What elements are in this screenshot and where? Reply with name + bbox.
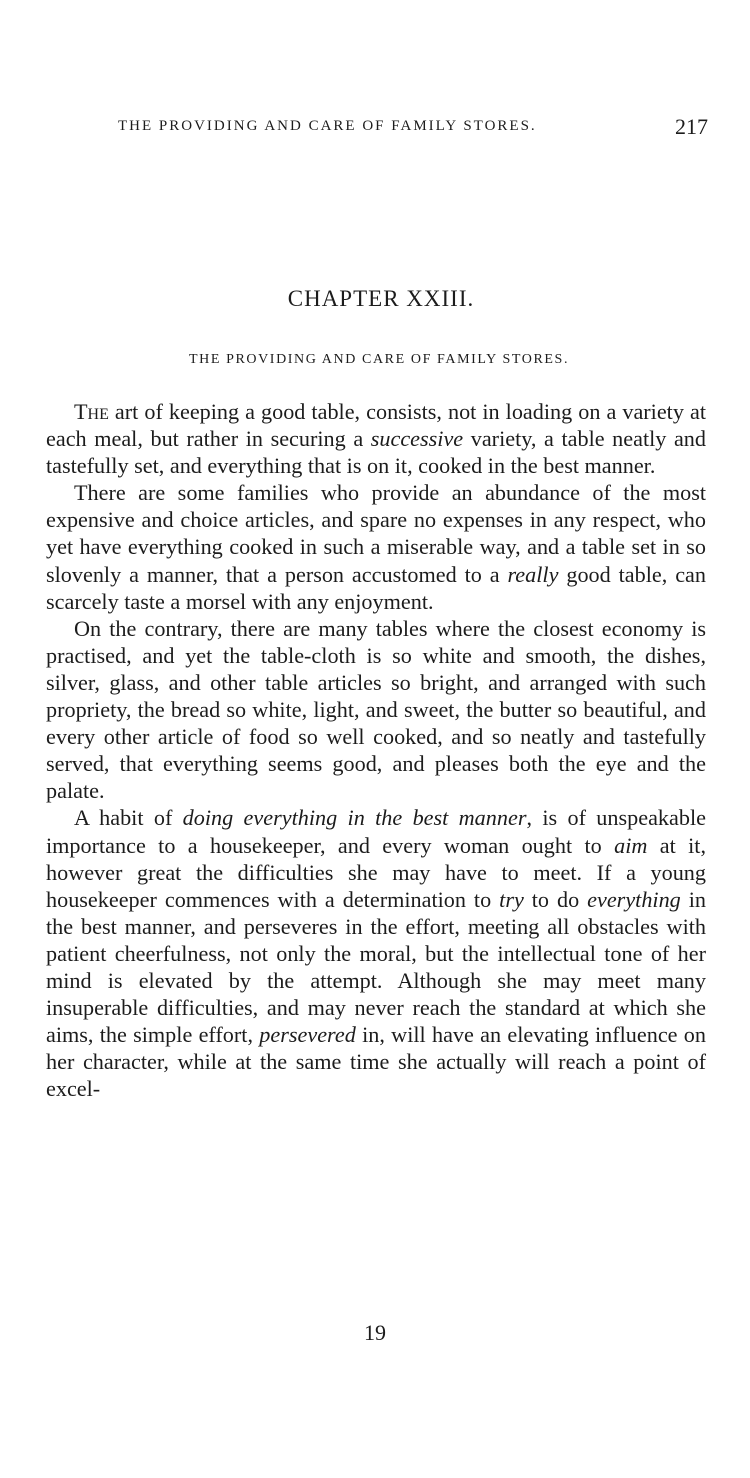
paragraph-text: On the contrary, there are many tables where the closest economy is practised, and yet the table-cloth is so white and smooth, the dishes, silver, glass, and other table articles so bright, and arranged with such propriety, the bread so white, light, and sweet, the butter so beautiful, and every other article of food so well cooked, and so neatly and tastefully served, that everything seems good, and pleases both the eye and the palate. <box>46 615 706 804</box>
paragraph-text: to do <box>523 886 588 912</box>
paragraph-text: There are some families who provide an abundance of the most expensive and choice articles, and spare no expenses in any respect, who yet have everything cooked in such a miserable way, and a table set in so slovenly a manner, that a person accustomed to a <box>46 480 706 587</box>
paragraph-text: at it, however great the difficulties she may have to meet. If a young housekeeper commences with a determination to <box>46 832 706 912</box>
signature-mark: 19 <box>364 1320 386 1345</box>
paragraph-text: A habit of <box>74 805 183 831</box>
emphasis: persevered <box>259 1022 356 1048</box>
paragraph-lead-word: The <box>74 399 109 424</box>
paragraph-text: art of keeping a good table, consists, not in loading on a variety at each meal, but rather in securing a <box>46 399 706 452</box>
emphasis: try <box>499 886 524 912</box>
emphasis: aim <box>614 832 648 858</box>
paragraph-text: in, will have an elevating influence on her character, while at the same time she actually will reach a point of excel- <box>46 1022 706 1102</box>
paragraph <box>46 615 706 805</box>
body-text <box>46 398 706 1102</box>
paragraph-text: variety, a table neatly and tastefully set, and everything that is on it, cooked in the best manner. <box>46 426 706 479</box>
running-header-title: THE PROVIDING AND CARE OF FAMILY STORES. <box>118 118 537 134</box>
chapter-title: CHAPTER XXIII. <box>287 286 475 311</box>
emphasis: successive <box>370 426 464 452</box>
running-header <box>118 114 708 139</box>
paragraph-text: , is of unspeakable importance to a housekeeper, and every woman ought to <box>46 805 706 858</box>
paragraph-text: good table, can scarcely taste a morsel with any enjoyment. <box>46 561 706 614</box>
emphasis: doing everything in the best manner <box>182 805 527 831</box>
emphasis: everything <box>587 886 681 912</box>
paragraph <box>46 479 706 614</box>
paragraph-text: in the best manner, and perseveres in the effort, meeting all obstacles with patient cheerfulness, not only the moral, but the intellectual tone of her mind is elevated by the attempt. Although she may meet many insuperable difficulties, and may never reach the standard at which she aims, the simple effort, <box>46 886 706 1048</box>
paragraph <box>46 804 706 1102</box>
paragraph <box>46 398 706 479</box>
chapter-subtitle: THE PROVIDING AND CARE OF FAMILY STORES. <box>188 352 570 367</box>
page-number: 217 <box>675 114 708 139</box>
emphasis: really <box>507 561 559 587</box>
